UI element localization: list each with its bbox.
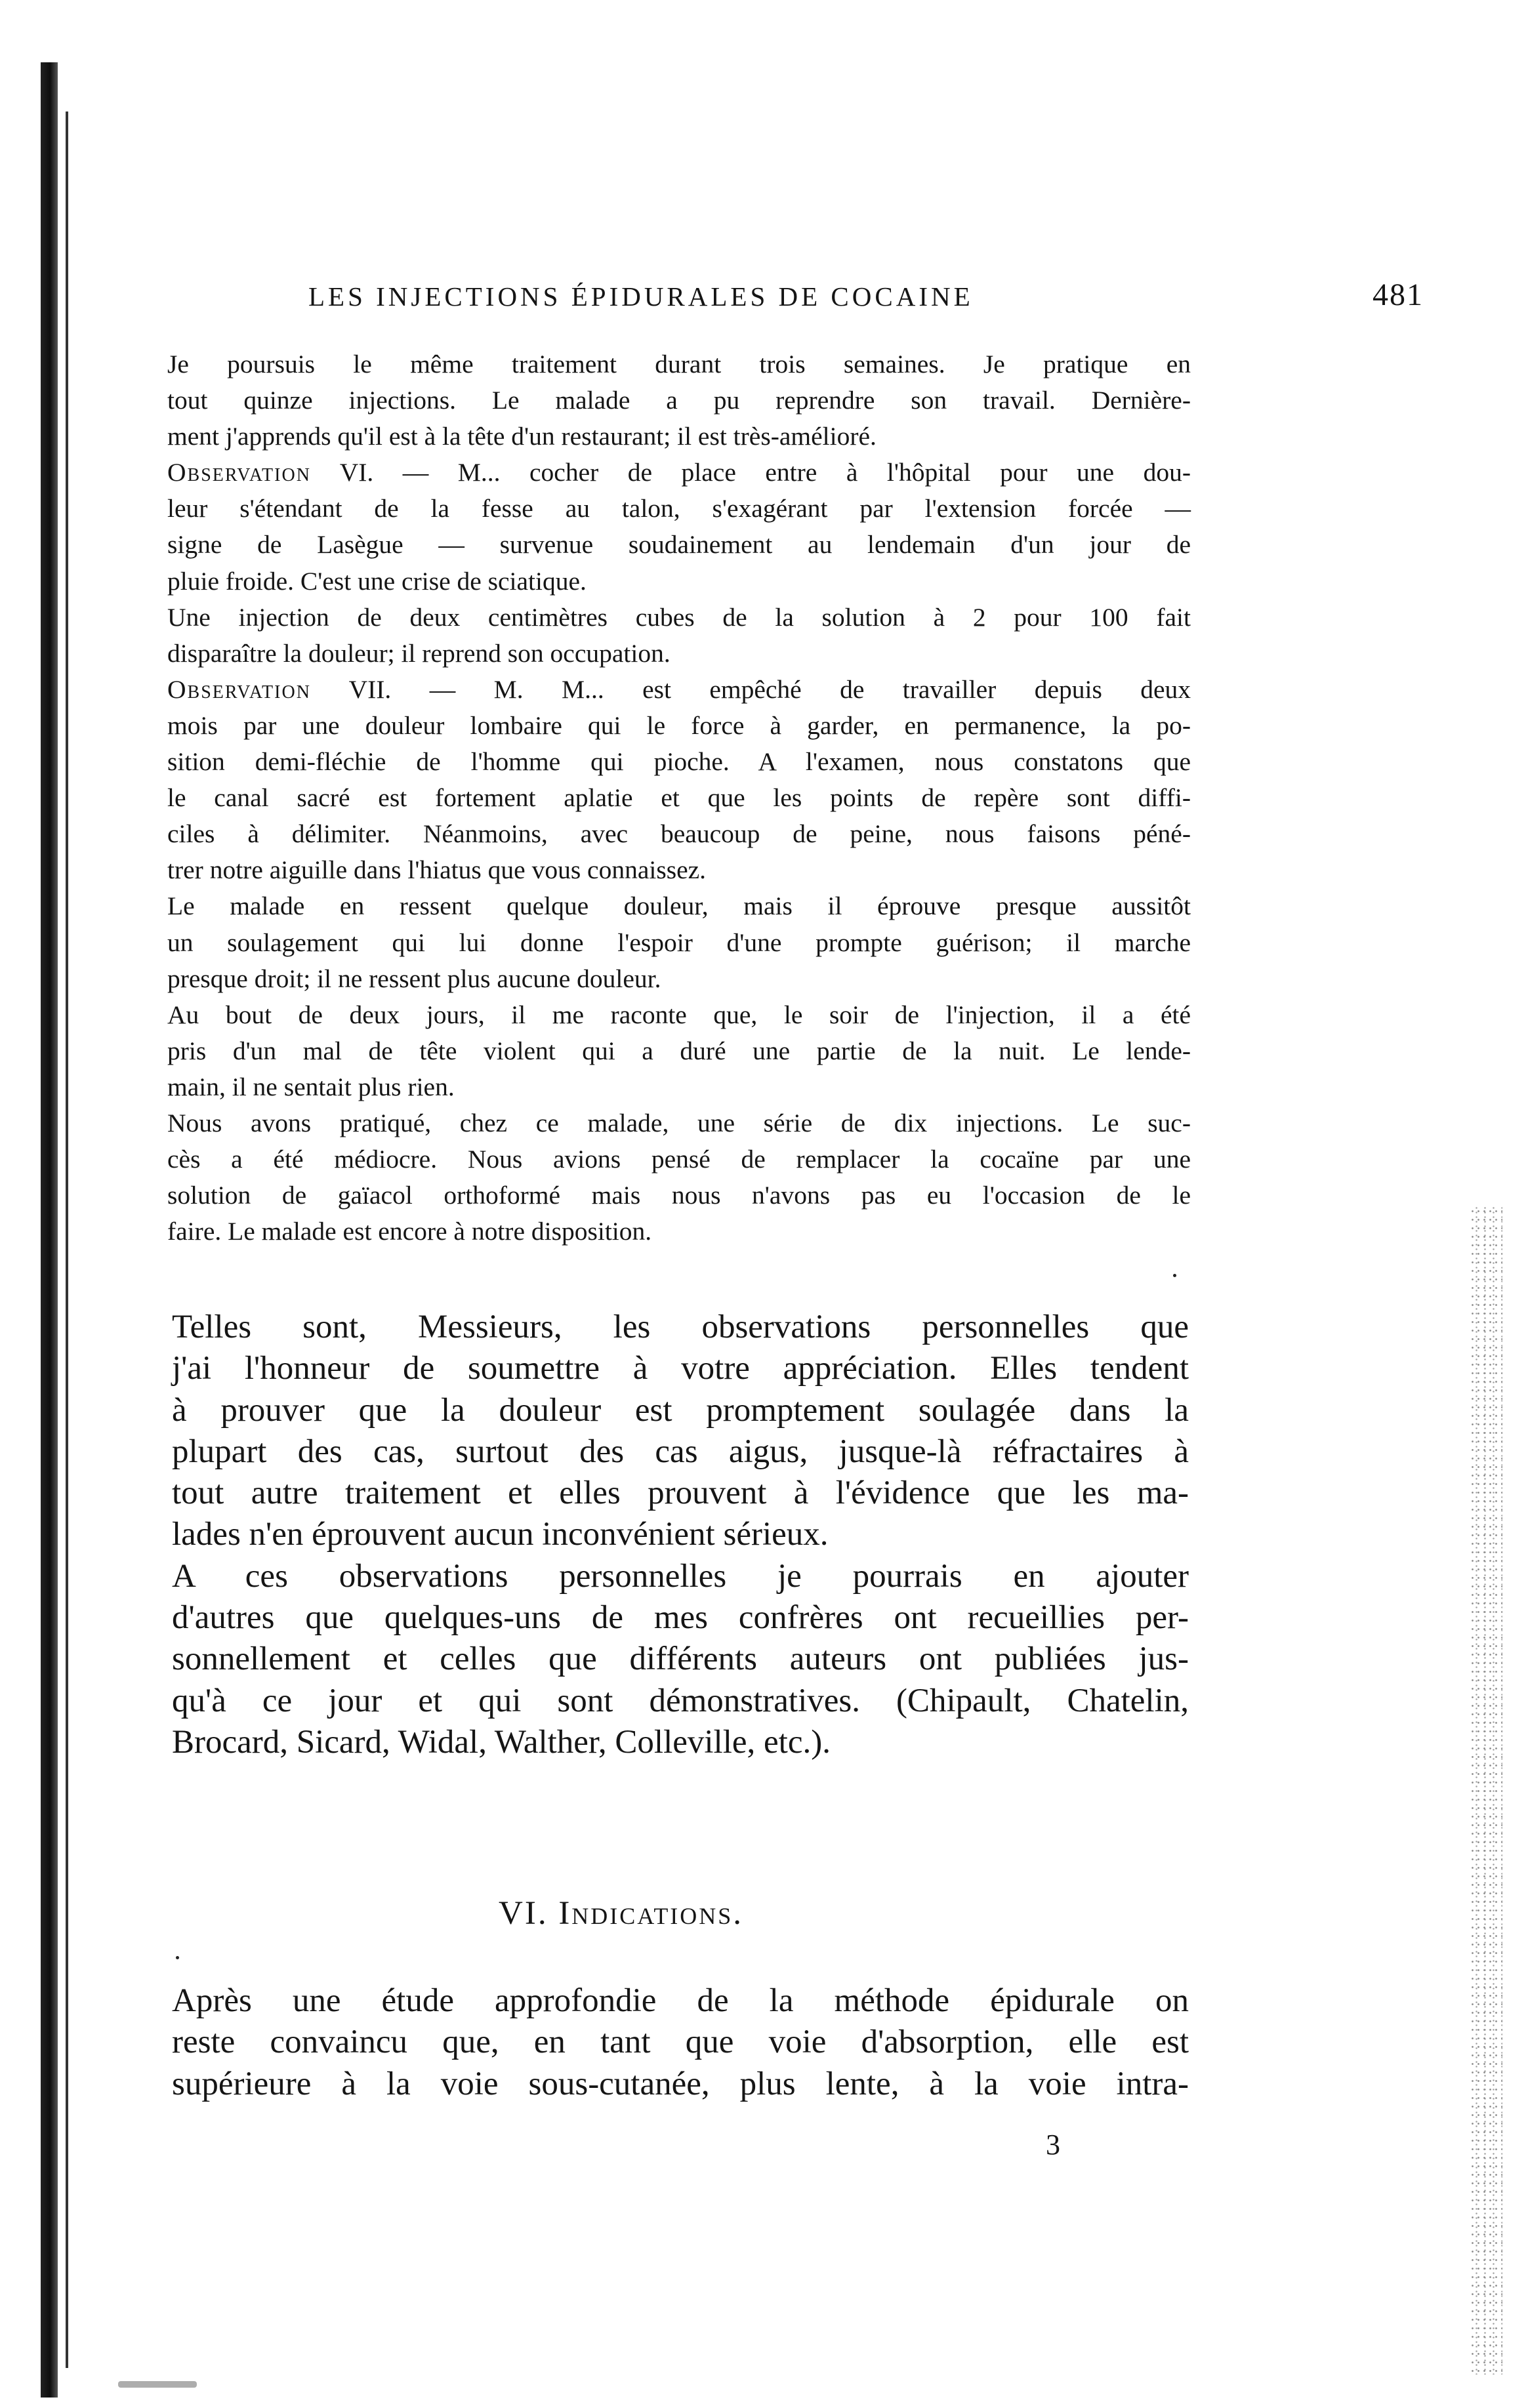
text-line: j'ai l'honneur de soumettre à votre appréciation. Elles tendent bbox=[172, 1350, 1189, 1387]
running-head bbox=[308, 277, 1424, 320]
observation-label: Observation bbox=[167, 458, 311, 487]
text-line: tout autre traitement et elles prouvent à l'évidence que les ma- bbox=[172, 1475, 1189, 1512]
observation-6-line bbox=[167, 455, 1191, 491]
text-line: supérieure à la voie sous-cutanée, plus lente, à la voie intra- bbox=[172, 2065, 1189, 2102]
text-line: sonnellement et celles que différents auteurs ont publiées jus- bbox=[172, 1641, 1189, 1678]
text-line: pris d'un mal de tête violent qui a duré une partie de la nuit. Le lende- bbox=[167, 1036, 1191, 1065]
case-notes bbox=[167, 346, 1191, 1250]
text-line: Brocard, Sicard, Widal, Walther, Colleville, etc.). bbox=[172, 1723, 831, 1761]
text-line: Je poursuis le même traitement durant trois semaines. Je pratique en bbox=[167, 350, 1191, 378]
text-line: Au bout de deux jours, il me raconte que, le soir de l'injection, il a été bbox=[167, 1000, 1191, 1029]
text-line: à prouver que la douleur est promptement soulagée dans la bbox=[172, 1391, 1189, 1429]
text-line: Après une étude approfondie de la méthode épidurale on bbox=[172, 1982, 1189, 2019]
text-line: Le malade en ressent quelque douleur, mais il éprouve presque aussitôt bbox=[167, 891, 1191, 921]
observation-label: Observation bbox=[167, 674, 311, 704]
text-line: solution de gaïacol orthoformé mais nous n'avons pas eu l'occasion de le bbox=[167, 1181, 1191, 1210]
text-line: mois par une douleur lombaire qui le force à garder, en permanence, la po- bbox=[167, 710, 1191, 740]
text-line: trer notre aiguille dans l'hiatus que vous connaissez. bbox=[167, 855, 707, 885]
running-title: LES INJECTIONS ÉPIDURALES DE COCAINE bbox=[308, 281, 974, 312]
text-line: Une injection de deux centimètres cubes de la solution à 2 pour 100 fait bbox=[167, 602, 1191, 632]
section-title: Indications. bbox=[558, 1895, 744, 1932]
section-number: VI. bbox=[499, 1895, 548, 1932]
observation-7-line bbox=[167, 672, 1191, 708]
ink-dot bbox=[176, 1956, 179, 1959]
conclusion-paragraphs bbox=[172, 1307, 1189, 1763]
text-line: ment j'apprends qu'il est à la tête d'un restaurant; il est très-amélioré. bbox=[167, 422, 877, 451]
observation-text: VI. — M... cocher de place entre à l'hôpital pour une dou- bbox=[310, 458, 1191, 487]
text-line: A ces observations personnelles je pourrais en ajouter bbox=[172, 1557, 1189, 1595]
text-line: ciles à délimiter. Néanmoins, avec beaucoup de peine, nous faisons péné- bbox=[167, 819, 1191, 849]
text-line: leur s'étendant de la fesse au talon, s'exagérant par l'extension forcée — bbox=[167, 494, 1191, 523]
text-line: signe de Lasègue — survenue soudainement au lendemain d'un jour de bbox=[167, 530, 1191, 560]
ink-dot bbox=[1173, 1274, 1176, 1277]
text-line: le canal sacré est fortement aplatie et que les points de repère sont diffi- bbox=[167, 783, 1191, 813]
signature-mark: 3 bbox=[1046, 2129, 1060, 2161]
text-line: qu'à ce jour et qui sont démonstratives. (Chipault, Chatelin, bbox=[172, 1682, 1189, 1719]
text-line: pluie froide. C'est une crise de sciatique. bbox=[167, 566, 587, 596]
page-number: 481 bbox=[1373, 277, 1424, 312]
text-line: d'autres que quelques-uns de mes confrères ont recueillies per- bbox=[172, 1599, 1189, 1637]
section-heading bbox=[499, 1894, 905, 1932]
text-line: un soulagement qui lui donne l'espoir d'une prompte guérison; il marche bbox=[167, 928, 1191, 957]
text-line: faire. Le malade est encore à notre disposition. bbox=[167, 1217, 652, 1246]
scan-smudge bbox=[118, 2381, 197, 2388]
text-line: disparaître la douleur; il reprend son occupation. bbox=[167, 638, 671, 668]
binding-edge bbox=[41, 62, 58, 2398]
binding-shadow bbox=[66, 112, 68, 2368]
scan-noise bbox=[1470, 1207, 1502, 2375]
text-line: main, il ne sentait plus rien. bbox=[167, 1072, 455, 1101]
section-intro bbox=[172, 1980, 1189, 2105]
text-line: tout quinze injections. Le malade a pu reprendre son travail. Dernière- bbox=[167, 386, 1191, 415]
observation-text: VII. — M. M... est empêché de travailler depuis deux bbox=[310, 674, 1191, 704]
text-line: lades n'en éprouvent aucun inconvénient sérieux. bbox=[172, 1516, 829, 1553]
text-line: reste convaincu que, en tant que voie d'absorption, elle est bbox=[172, 2024, 1189, 2061]
text-line: Telles sont, Messieurs, les observations personnelles que bbox=[172, 1309, 1189, 1345]
text-line: presque droit; il ne ressent plus aucune douleur. bbox=[167, 964, 661, 993]
text-line: cès a été médiocre. Nous avions pensé de remplacer la cocaïne par une bbox=[167, 1145, 1191, 1174]
text-line: Nous avons pratiqué, chez ce malade, une série de dix injections. Le suc- bbox=[167, 1108, 1191, 1137]
text-line: sition demi-fléchie de l'homme qui pioche. A l'examen, nous constatons que bbox=[167, 747, 1191, 777]
text-line: plupart des cas, surtout des cas aigus, jusque-là réfractaires à bbox=[172, 1433, 1189, 1470]
